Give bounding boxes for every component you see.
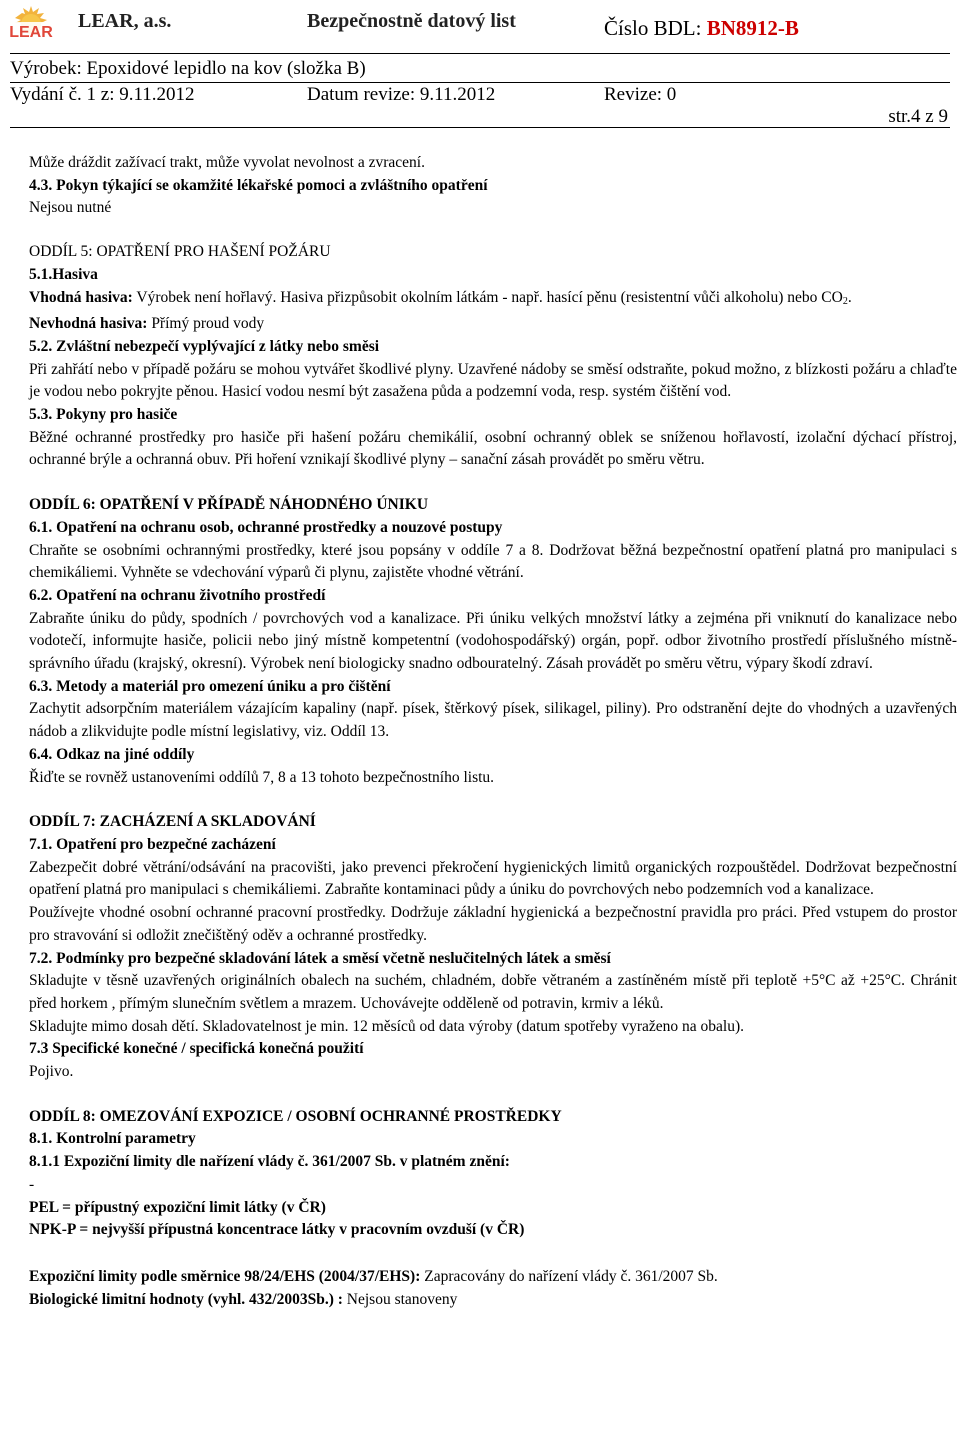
section-heading: 5.2. Zvláštní nebezpečí vyplývající z látky nebo směsi: [29, 337, 380, 355]
section-heading: 6.4. Odkaz na jiné oddíly: [29, 745, 195, 763]
section-heading: 7.1. Opatření pro bezpečné zacházení: [29, 835, 276, 853]
section-text: Nejsou nutné: [29, 199, 112, 217]
section-heading: 6.2. Opatření na ochranu životního prostředí: [29, 586, 326, 604]
section-heading: 6.1. Opatření na ochranu osob, ochranné prostředky a nouzové postupy: [29, 518, 503, 536]
section-heading: 5.3. Pokyny pro hasiče: [29, 406, 178, 424]
section-text: Skladujte mimo dosah dětí. Skladovatelnost je min. 12 měsíců od data výroby (datum spotřeby vyraženo na obalu).: [29, 1017, 745, 1035]
section-text: Chraňte se osobními ochrannými prostředky, které jsou popsány v oddíle 7 a 8. Dodržovat běžná bezpečnostní opatření platná pro manipulaci s chemikáliemi. Vyhněte se vdechování výparů či plynu, zajistěte vhodné větrání.: [29, 541, 957, 582]
bdl-label: Číslo BDL:: [604, 16, 702, 40]
header-divider-2: [10, 82, 950, 83]
revision-date: Datum revize: 9.11.2012: [307, 84, 496, 105]
text-line: Může dráždit zažívací trakt, může vyvolat nevolnost a zvracení.: [29, 154, 425, 171]
section-heading: 4.3. Pokyn týkající se okamžité lékařské pomoci a zvláštního opatření: [29, 176, 488, 194]
section-text: Používejte vhodné osobní ochranné pracovní prostředky. Dodržuje základní hygienická a bezpečnostní pravidla pro práci. Před vstupem do prostor pro stravování si odložit znečištěný oděv a ochranné prostředky.: [29, 904, 957, 944]
document-body: [29, 152, 957, 1311]
document-header: [0, 0, 960, 128]
bdl-label-row: [604, 16, 799, 41]
section-text: Skladujte v těsně uzavřených originálních obalech na suchém, chladném, dobře větraném a zastíněném místě při teplotě +5°C až +25°C. Chránit před horkem , přímým slunečním světlem a mrazem. Uchovávejte odděleně od potravin, krmiv a léků.: [29, 972, 957, 1012]
section-heading: 8.1. Kontrolní parametry: [29, 1130, 196, 1148]
section-text: Řiďte se rovněž ustanoveními oddílů 7, 8 a 13 tohoto bezpečnostního listu.: [29, 768, 495, 786]
dash-line: -: [29, 1175, 35, 1193]
section-text: Pojivo.: [29, 1063, 74, 1081]
section-heading: 6.3. Metody a materiál pro omezení úniku a pro čištění: [29, 677, 391, 695]
section-heading: 7.2. Podmínky pro bezpečné skladování látek a směsí včetně neslučitelných látek a směsí: [29, 949, 611, 967]
company-name: LEAR, a.s.: [78, 10, 172, 32]
header-divider-3: [10, 127, 950, 128]
section-heading: 5.1.Hasiva: [29, 265, 98, 283]
bdl-number: BN8912-B: [706, 16, 799, 40]
eu-limits: Expoziční limity podle směrnice 98/24/EHS (2004/37/EHS): Zapracovány do nařízení vlády č. 361/2007 Sb.: [29, 1267, 718, 1285]
npk-definition: NPK-P = nejvyšší přípustná koncentrace látky v pracovním ovzduší (v ČR): [29, 1221, 525, 1239]
chapter-heading: ODDÍL 8: OMEZOVÁNÍ EXPOZICE / OSOBNÍ OCHRANNÉ PROSTŘEDKY: [29, 1107, 562, 1125]
product-name: Výrobek: Epoxidové lepidlo na kov (složka B): [10, 58, 366, 79]
section-heading: 7.3 Specifické konečné / specifická konečná použití: [29, 1040, 364, 1058]
section-text: Při zahřátí nebo v případě požáru se mohou vytvářet škodlivé plyny. Uzavřené nádoby se směsí odstraňte, pokud možno, z blízkosti požáru a chlaďte je vodou nebo pokryjte pěnou. Hasicí vodou nesmí být zasažena půda a podzemní voda, resp. systém čištění vod.: [29, 360, 957, 401]
page-number: str.4 z 9: [888, 106, 948, 127]
section-text: Zabraňte úniku do půdy, spodních / povrchových vod a kanalizace. Při úniku velkých množství látky a zejména při vniknutí do kanalizace nebo vodotečí, informujte hasiče, policii nebo jiný místně kompetentní (vodohospodářský) orgán, popř. odbor životního prostředí příslušného místně-správního úřadu (krajský, okresní). Výrobek není biologicky snadno odbouratelný. Zásah provádět po směru větru, výpary škodí zdraví.: [29, 609, 957, 673]
pel-definition: PEL = přípustný expoziční limit látky (v ČR): [29, 1198, 326, 1216]
header-divider-1: [10, 53, 950, 54]
chapter-heading: ODDÍL 5: OPATŘENÍ PRO HAŠENÍ POŽÁRU: [29, 243, 331, 261]
lear-logo: [6, 4, 56, 44]
svg-text:LEAR: LEAR: [9, 24, 53, 41]
section-text: Zabezpečit dobré větrání/odsávání na pracovišti, jako prevenci překročení hygienických limitů organických rozpouštědel. Dodržovat bezpečnostní opatření platná pro manipulaci s chemikáliemi. Zabraňte kontaminaci půdy a úniku do povrchových nebo podzemních vod a kanalizace.: [29, 858, 957, 899]
revision-number: Revize: 0: [604, 84, 677, 105]
section-text: Vhodná hasiva: Výrobek není hořlavý. Hasiva přizpůsobit okolním látkám - např. hasící pěnu (resistentní vůči alkoholu) nebo $CO_2$.: [29, 288, 852, 307]
chapter-heading: ODDÍL 6: OPATŘENÍ V PŘÍPADĚ NÁHODNÉHO ÚNIKU: [29, 496, 429, 514]
bio-limits: Biologické limitní hodnoty (vyhl. 432/2003Sb.) : Nejsou stanoveny: [29, 1290, 458, 1308]
section-text: Nevhodná hasiva: Přímý proud vody: [29, 315, 265, 333]
section-heading: 8.1.1 Expoziční limity dle nařízení vlády č. 361/2007 Sb. v platném znění:: [29, 1153, 510, 1171]
issue-info: Vydání č. 1 z: 9.11.2012: [10, 84, 195, 105]
section-text: Zachytit adsorpčním materiálem vázajícím kapaliny (např. písek, štěrkový písek, silikagel, piliny). Pro odstranění dejte do vhodných a uzavřených nádob a zlikvidujte podle místní legislativy, viz. Oddíl 13.: [29, 700, 957, 741]
section-text: Běžné ochranné prostředky pro hasiče při hašení požáru chemikálií, osobní ochranný oblek se sníženou hořlavostí, izolační dýchací přístroj, ochranné brýle a ochranná obuv. Při hoření vznikají škodlivé plyny – sanační zásah provádět po směru větru.: [29, 428, 957, 469]
chapter-heading: ODDÍL 7: ZACHÁZENÍ A SKLADOVÁNÍ: [29, 813, 316, 831]
document-type: Bezpečnostně datový list: [307, 10, 516, 32]
